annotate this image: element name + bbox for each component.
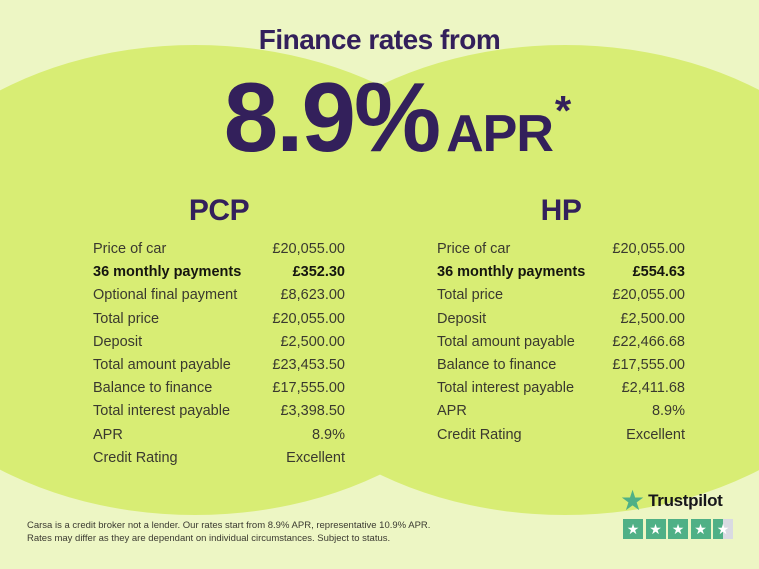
pcp-table [93,196,345,473]
row-label: Price of car [437,241,511,257]
table-row [437,427,685,450]
row-label: Balance to finance [93,380,213,397]
row-value: £8,623.00 [280,287,345,304]
row-label: Total interest payable [93,403,231,420]
table-row [93,241,345,264]
row-value: £22,466.68 [612,333,685,350]
table-row [93,450,345,473]
table-row [93,403,345,426]
row-value: Excellent [286,449,345,466]
disclaimer-line-2: Rates may differ as they are dependant on individual circumstances. Subject to status. [27,533,391,544]
rating-star-icon: ★ [691,519,711,539]
table-row [93,427,345,450]
table-row [93,380,345,403]
hp-table-title: HP [540,194,582,227]
trustpilot-logo [620,487,733,515]
row-value: £2,411.68 [621,380,685,397]
row-label: Credit Rating [437,426,522,443]
trustpilot-rating-stars [623,519,733,539]
trustpilot-star-icon: ★ [620,485,646,516]
row-value: £23,453.50 [272,356,345,373]
row-label: Total interest payable [437,380,575,397]
row-label: Total amount payable [437,333,575,350]
hp-table [437,196,685,450]
rate-suffix: APR [446,105,553,163]
row-value: £2,500.00 [620,310,685,327]
table-row [437,287,685,310]
row-value: £2,500.00 [280,333,345,350]
table-row [93,264,345,287]
rate-asterisk: * [554,87,572,134]
row-label: Deposit [437,310,487,327]
trustpilot-badge [620,487,733,539]
pcp-table-rows [93,241,345,473]
row-value: £20,055.00 [612,287,685,304]
row-value: £20,055.00 [612,241,685,257]
trustpilot-wordmark: Trustpilot [648,491,723,510]
row-label: APR [93,426,123,443]
table-row [93,357,345,380]
row-value: 8.9% [311,426,345,443]
row-value: £352.30 [292,264,345,281]
table-row [93,287,345,310]
table-row [93,311,345,334]
row-value: £17,555.00 [272,380,345,397]
row-label: Total amount payable [93,356,231,373]
rating-star-icon: ★ [646,519,666,539]
table-row [437,403,685,426]
row-value: £3,398.50 [280,403,345,420]
rate-value: 8.9% [223,62,440,172]
rating-star-icon: ★ [623,519,643,539]
row-value: Excellent [626,426,685,443]
row-label: 36 monthly payments [437,264,586,281]
table-row [437,264,685,287]
table-row [437,311,685,334]
row-label: Price of car [93,241,167,257]
row-label: Deposit [93,333,143,350]
table-row [437,334,685,357]
row-label: Balance to finance [437,356,557,373]
row-label: Credit Rating [93,449,178,466]
table-row [437,241,685,264]
row-label: 36 monthly payments [93,264,242,281]
table-row [437,380,685,403]
rating-star-icon: ★ [668,519,688,539]
hp-table-rows [437,241,685,450]
row-label: Total price [437,287,504,304]
row-label: Total price [93,310,160,327]
rate-headline [18,62,759,172]
legal-disclaimer [27,519,507,545]
disclaimer-line-1: Carsa is a credit broker not a lender. Our rates start from 8.9% APR, representative 10.9% APR. [27,520,431,531]
banner-title: Finance rates from [258,24,501,55]
row-value: £20,055.00 [272,310,345,327]
table-row [93,334,345,357]
row-label: Optional final payment [93,287,238,304]
table-row [437,357,685,380]
rating-star-icon: ★ [713,519,733,539]
row-value: £17,555.00 [612,356,685,373]
row-value: £20,055.00 [272,241,345,257]
row-value: 8.9% [651,403,685,420]
pcp-table-title: PCP [188,194,250,227]
row-label: APR [437,403,467,420]
row-value: £554.63 [632,264,685,281]
